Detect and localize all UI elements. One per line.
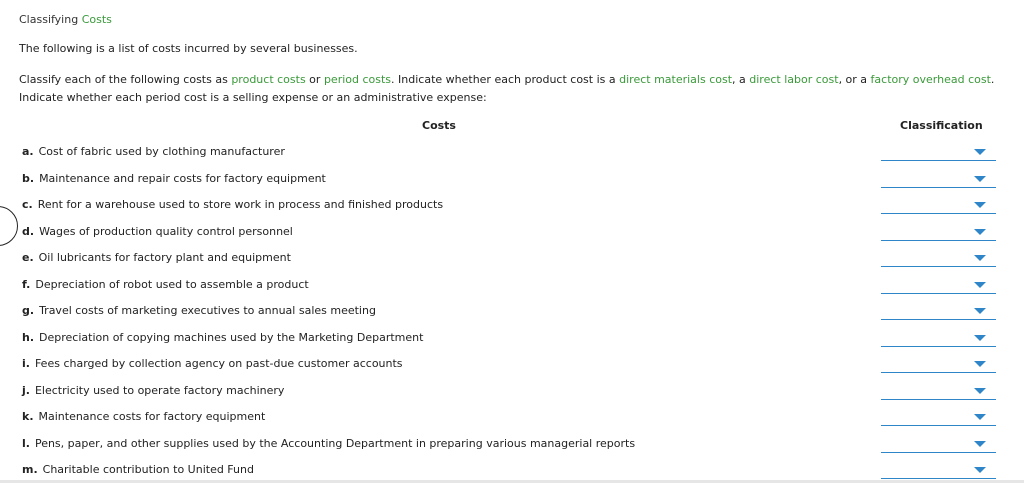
table-row (0, 246, 1024, 273)
chevron-down-icon[interactable] (974, 149, 986, 155)
table-row (0, 379, 1024, 406)
cost-item-letter: b. (22, 171, 35, 185)
table-row (0, 299, 1024, 326)
cost-item-letter: g. (22, 304, 35, 317)
cost-item (22, 357, 403, 370)
factory-overhead-link[interactable]: factory overhead cost (870, 73, 991, 86)
cost-item (22, 278, 309, 291)
classification-select[interactable] (881, 458, 996, 479)
cost-item (22, 331, 423, 344)
page-title (19, 13, 112, 26)
classification-select[interactable] (881, 167, 996, 188)
classification-select[interactable] (881, 246, 996, 267)
cost-item (22, 145, 285, 158)
table-row (0, 352, 1024, 379)
cost-item-letter: j. (22, 383, 30, 397)
instructions-text: , or a (838, 73, 871, 86)
cost-item-label: Depreciation of robot used to assemble a product (35, 277, 309, 291)
table-row (0, 432, 1024, 459)
instructions-line2: Indicate whether each period cost is a selling expense or an administrative expense: (19, 91, 487, 104)
table-row (0, 167, 1024, 194)
cost-item-letter: i. (22, 357, 30, 370)
cost-item-letter: k. (22, 410, 34, 423)
chevron-down-icon[interactable] (974, 255, 986, 261)
chevron-down-icon[interactable] (974, 388, 986, 394)
classification-column-header: Classification (900, 119, 983, 132)
cost-item (22, 304, 376, 317)
cost-table (0, 140, 1024, 483)
instructions (19, 71, 1009, 107)
chevron-down-icon[interactable] (974, 335, 986, 341)
chevron-down-icon[interactable] (974, 282, 986, 288)
cost-item-label: Maintenance and repair costs for factory equipment (39, 171, 326, 185)
instructions-text: Classify each of the following costs as (19, 73, 232, 86)
table-row (0, 273, 1024, 300)
classification-select[interactable] (881, 405, 996, 426)
cost-item (22, 437, 635, 450)
cost-item-letter: a. (22, 145, 34, 158)
cost-item-letter: m. (22, 463, 38, 476)
chevron-down-icon[interactable] (974, 308, 986, 314)
table-row (0, 193, 1024, 220)
chevron-down-icon[interactable] (974, 467, 986, 473)
instructions-text: , a (732, 73, 750, 86)
instructions-text: . Indicate whether each product cost is a (391, 73, 620, 86)
chevron-down-icon[interactable] (974, 229, 986, 235)
table-row (0, 140, 1024, 167)
table-row (0, 405, 1024, 432)
title-accent: Costs (81, 13, 112, 26)
direct-materials-link[interactable]: direct materials cost (619, 73, 733, 86)
cost-item (22, 463, 254, 476)
classification-select[interactable] (881, 379, 996, 400)
cost-item-label: Travel costs of marketing executives to annual sales meeting (39, 304, 376, 317)
cost-item-label: Wages of production quality control personnel (39, 224, 293, 238)
cost-item-label: Charitable contribution to United Fund (42, 463, 254, 476)
chevron-down-icon[interactable] (974, 441, 986, 447)
cost-item-letter: c. (22, 198, 33, 211)
classification-select[interactable] (881, 220, 996, 241)
costs-column-header: Costs (422, 119, 456, 132)
cost-item-label: Oil lubricants for factory plant and equipment (38, 251, 291, 264)
classification-select[interactable] (881, 273, 996, 294)
table-row (0, 326, 1024, 353)
cost-item (22, 251, 291, 264)
cost-item-letter: d. (22, 224, 35, 238)
classification-select[interactable] (881, 326, 996, 347)
cost-item-label: Maintenance costs for factory equipment (38, 410, 266, 423)
product-costs-link[interactable]: product costs (231, 73, 306, 86)
direct-labor-link[interactable]: direct labor cost (749, 73, 839, 86)
chevron-down-icon[interactable] (974, 414, 986, 420)
cost-item-letter: h. (22, 330, 35, 344)
chevron-down-icon[interactable] (974, 361, 986, 367)
classification-select[interactable] (881, 193, 996, 214)
cost-item (22, 225, 293, 238)
cost-item-label: Fees charged by collection agency on past-due customer accounts (34, 357, 403, 370)
cost-item (22, 198, 443, 211)
classification-select[interactable] (881, 432, 996, 453)
intro-text: The following is a list of costs incurred by several businesses. (19, 42, 358, 55)
cost-item (22, 410, 265, 423)
cost-item-letter: e. (22, 251, 34, 264)
cost-item-label: Depreciation of copying machines used by the Marketing Department (39, 330, 424, 344)
table-row (0, 220, 1024, 247)
cost-item-label: Cost of fabric used by clothing manufacturer (38, 145, 285, 158)
chevron-down-icon[interactable] (974, 176, 986, 182)
instructions-text: . (990, 73, 995, 86)
classification-select[interactable] (881, 140, 996, 161)
cost-item-letter: l. (22, 436, 30, 450)
instructions-text: or (305, 73, 324, 86)
cost-item-label: Rent for a warehouse used to store work in process and finished products (37, 198, 444, 211)
classification-select[interactable] (881, 299, 996, 320)
period-costs-link[interactable]: period costs (323, 73, 392, 86)
cost-item (22, 384, 284, 397)
classification-select[interactable] (881, 352, 996, 373)
chevron-down-icon[interactable] (974, 202, 986, 208)
cost-item-label: Electricity used to operate factory machinery (34, 383, 285, 397)
cost-item-letter: f. (22, 277, 31, 291)
title-prefix: Classifying (19, 13, 79, 26)
cost-item-label: Pens, paper, and other supplies used by the Accounting Department in preparing various managerial reports (34, 436, 636, 450)
cost-item (22, 172, 326, 185)
